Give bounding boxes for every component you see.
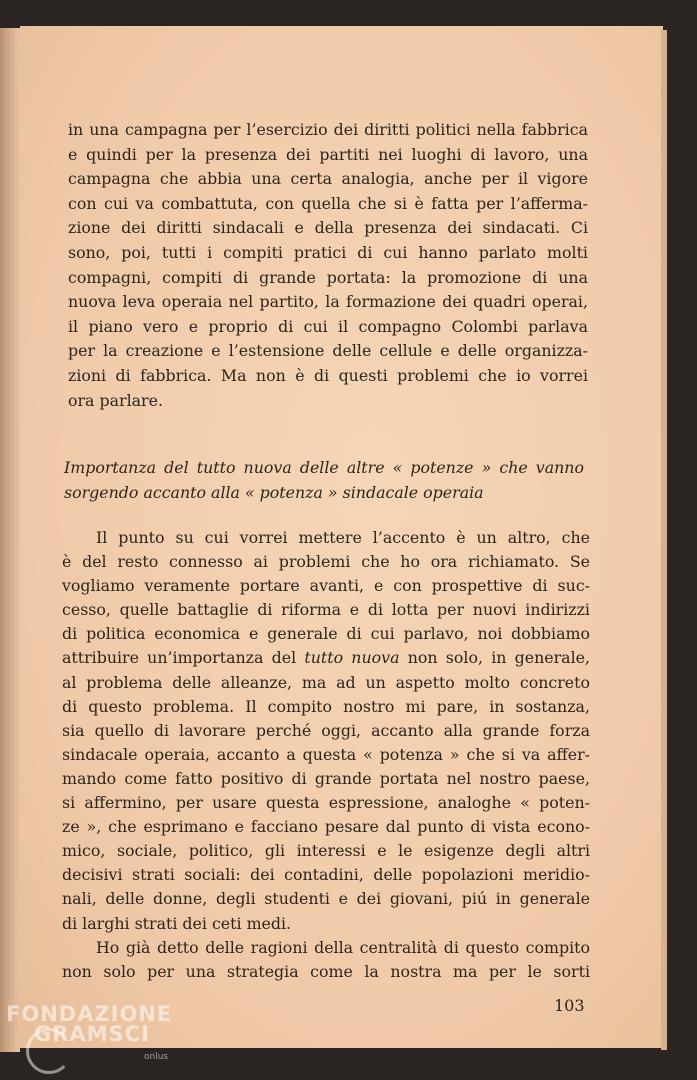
page-edge	[661, 30, 667, 1050]
text-line: zione dei diritti sindacali e della presenza dei sindacati. Ci	[68, 218, 588, 238]
text-segment: non solo, in generale,	[407, 648, 590, 668]
text-line: sono, poi, tutti i compiti pratici di cui hanno parlato molti	[68, 242, 588, 262]
text-segment: attribuire un’importanza del	[62, 648, 297, 668]
text-line: campagna che abbia una certa analogia, anche per il vigore	[68, 169, 588, 189]
text-line: nuova leva operaia nel partito, la formazione dei quadri operai,	[68, 292, 588, 312]
heading-line: sorgendo accanto alla « potenza » sindacale operaia	[64, 482, 484, 502]
text-line: il piano vero e proprio di cui il compagno Colombi parlava	[68, 316, 588, 336]
text-line: di larghi strati dei ceti medi.	[62, 913, 292, 933]
text-line: Il punto su cui vorrei mettere l’accento è un altro, che	[96, 528, 590, 547]
section-heading	[64, 456, 584, 505]
text-line: vogliamo veramente portare avanti, e con prospettive di suc-	[62, 576, 590, 596]
text-line: decisivi strati sociali: dei contadini, delle popolazioni meridio-	[62, 865, 590, 885]
text-line: ora parlare.	[68, 390, 163, 410]
watermark	[6, 1002, 172, 1046]
text-line: compagni, compiti di grande portata: la promozione di una	[68, 267, 588, 287]
italic-emphasis: tutto nuova	[304, 648, 400, 668]
watermark-suffix: onlus	[144, 1052, 169, 1062]
text-line: si affermino, per usare questa espressione, analoghe « poten-	[62, 793, 590, 813]
text-line: cesso, quelle battaglie di riforma e di lotta per nuovi indirizzi	[62, 600, 590, 620]
text-line: nali, delle donne, degli studenti e dei giovani, piú in generale	[62, 889, 590, 909]
text-line: e quindi per la presenza dei partiti nei luoghi di lavoro, una	[68, 144, 588, 164]
text-line: al problema delle alleanze, ma ad un aspetto molto concreto	[62, 672, 590, 692]
text-line: in una campagna per l’esercizio dei diritti politici nella fabbrica	[68, 120, 588, 139]
text-line: sindacale operaia, accanto a questa « potenza » che si va affer-	[62, 744, 590, 764]
text-line: mando come fatto positivo di grande portata nel nostro paese,	[62, 768, 590, 788]
page-number: 103	[554, 996, 585, 1015]
text-line: zioni di fabbrica. Ma non è di questi problemi che io vorrei	[68, 365, 588, 385]
text-line: di politica economica e generale di cui parlavo, noi dobbiamo	[62, 624, 590, 644]
text-line: mico, sociale, politico, gli interessi e le esigenze degli altri	[62, 841, 590, 861]
book-page	[20, 26, 663, 1048]
text-line: per la creazione e l’estensione delle cellule e delle organizza-	[68, 341, 588, 361]
text-line: ze », che esprimano e facciano pesare dal punto di vista econo-	[62, 817, 590, 837]
text-line: sia quello di lavorare perché oggi, accanto alla grande forza	[62, 720, 590, 740]
text-line: con cui va combattuta, con quella che si è fatta per l’afferma-	[68, 193, 588, 213]
watermark-line-1: FONDAZIONE	[6, 1002, 173, 1026]
text-line: è del resto connesso ai problemi che ho ora richiamato. Se	[62, 552, 590, 572]
text-line: di questo problema. Il compito nostro mi pare, in sostanza,	[62, 696, 590, 716]
paragraph-2	[62, 526, 590, 984]
text-line-mixed	[62, 646, 590, 670]
text-line: Ho già detto delle ragioni della centralità di questo compito	[96, 937, 590, 957]
heading-line: Importanza del tutto nuova delle altre « potenze » che vanno	[64, 458, 584, 477]
watermark-line-2: GRAMSCI	[34, 1022, 150, 1046]
paragraph-1	[68, 118, 588, 413]
book-spine	[0, 28, 20, 1052]
text-line: non solo per una strategia come la nostra ma per le sorti	[62, 961, 590, 981]
